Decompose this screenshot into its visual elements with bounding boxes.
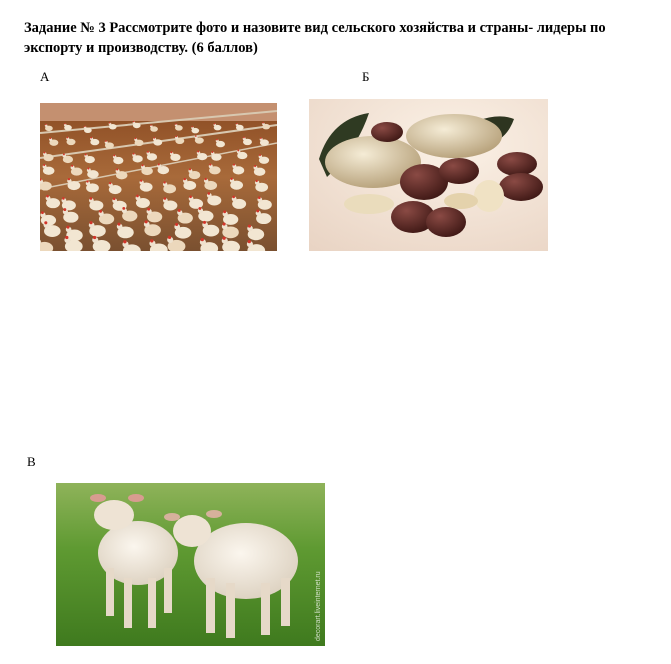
photo-label-a: А	[40, 69, 50, 84]
chickens-photo	[40, 103, 277, 251]
watermark-text: decorart.liveinternet.ru	[315, 571, 322, 641]
peanuts-photo	[309, 99, 548, 251]
photo-label-v: В	[27, 454, 36, 469]
sheep-photo	[56, 483, 325, 646]
task-text: Задание № 3 Рассмотрите фото и назовите вид сельского хозяйства и страны- лидеры по экспорту и производству. (6 баллов)	[24, 20, 606, 56]
photo-label-b: Б	[362, 69, 370, 84]
